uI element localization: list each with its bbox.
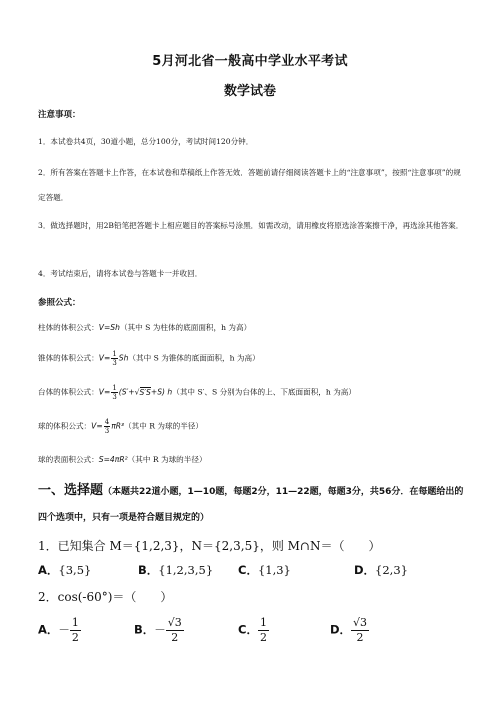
- option-text: {3,5}: [58, 563, 92, 577]
- formula-sphere-note: （其中 R 为球的半径）: [124, 421, 203, 431]
- formula-sphere-surface: [38, 454, 207, 465]
- formula-cone-note: （其中 S 为锥体的底面面积，h 为高）: [128, 353, 260, 363]
- option-label: B．: [138, 563, 159, 577]
- option-label: A．: [38, 563, 59, 577]
- option-fraction: [166, 616, 184, 645]
- q1-option-d: [354, 562, 408, 578]
- option-text: {2,3}: [375, 563, 408, 577]
- fraction-denominator: 3: [104, 427, 110, 435]
- q2-option-a: [38, 616, 81, 645]
- exam-subtitle: 数学试卷: [223, 84, 276, 99]
- formula-frustum-volume: [38, 384, 356, 401]
- formula-surface-note: （其中 R 为球的半径）: [127, 455, 207, 464]
- formula-sphere-volume: [38, 418, 203, 435]
- fraction-numerator: 1: [71, 616, 79, 629]
- formula-prism-volume: [38, 322, 251, 333]
- part-one-note: （本题共22道小题，1—10题，每题2分，11—22题，每题3分，共56分．在每题给出的四个选项中，只有一项是符合题目规定的）: [38, 487, 464, 523]
- formula-frustum-note: （其中 S′、S 分别为台体的上、下底面面积，h 为高）: [172, 387, 356, 397]
- fraction-denominator: 2: [171, 631, 179, 644]
- fraction-numerator: 1: [112, 384, 117, 392]
- option-label: C．: [238, 622, 258, 637]
- option-label: A．: [38, 622, 59, 637]
- fraction-denominator: 2: [356, 631, 364, 644]
- formula-cone-lhs: V=: [98, 353, 111, 363]
- option-label: D．: [354, 563, 376, 577]
- formula-frustum-tail: +S) h: [150, 387, 173, 397]
- formula-sphere-rhs: πR³: [111, 421, 125, 431]
- fraction-numerator: 1: [112, 350, 117, 358]
- part-one-title: 一、选择题: [38, 483, 104, 498]
- fraction-numerator: 4: [104, 418, 110, 426]
- option-fraction: [70, 616, 81, 645]
- fraction-denominator: 2: [259, 631, 267, 644]
- formulas-heading: 参照公式：: [38, 298, 81, 308]
- fraction-denominator: 3: [112, 359, 117, 367]
- formula-frustum-prefix: 台体的体积公式：: [38, 387, 99, 397]
- formula-frustum-paren-open: (S′+: [118, 387, 135, 397]
- formula-cone-fraction: [111, 350, 117, 367]
- fraction-denominator: 2: [71, 631, 79, 644]
- notice-item-1: 1．本试卷共4页，30道小题，总分100分，考试时间120分钟．: [38, 137, 254, 146]
- option-label: C．: [238, 563, 258, 577]
- formula-surface-prefix: 球的表面积公式：: [38, 455, 99, 464]
- fraction-numerator: √3: [353, 616, 368, 629]
- formula-sphere-lhs: V=: [91, 421, 103, 431]
- formula-prism-prefix: 柱体的体积公式：: [38, 323, 99, 332]
- option-sign: －: [154, 622, 166, 637]
- formula-sphere-prefix: 球的体积公式：: [38, 421, 92, 431]
- formula-cone-rhs: Sh: [118, 353, 129, 363]
- q1-option-b: [138, 562, 213, 578]
- q2-option-b: [134, 616, 184, 645]
- formula-prism-note: （其中 S 为柱体的底面面积，h 为高）: [119, 323, 252, 332]
- question-1-stem: 1．已知集合 M＝{1,2,3}，N＝{2,3,5}，则 M∩N＝（ ）: [38, 539, 381, 553]
- fraction-numerator: √3: [167, 616, 182, 629]
- notice-heading: 注意事项：: [38, 110, 81, 120]
- exam-title: 5月河北省一般高中学业水平考试: [152, 54, 348, 69]
- formula-frustum-lhs: V=: [98, 387, 111, 397]
- fraction-denominator: 3: [112, 393, 117, 401]
- option-text: {1,2,3,5}: [158, 563, 214, 577]
- formula-frustum-fraction: [111, 384, 117, 401]
- formula-cone-prefix: 锥体的体积公式：: [38, 353, 99, 363]
- q2-option-d: [330, 616, 369, 645]
- option-sign: －: [58, 622, 70, 637]
- notice-item-2: 2．所有答案在答题卡上作答，在本试卷和草稿纸上作答无效．答题前请仔细阅读答题卡上的“注意事项”，按照“注意事项”的规定答题．: [38, 168, 461, 202]
- formula-surface-expression: S=4πR²: [98, 455, 128, 464]
- q1-option-a: [38, 562, 91, 578]
- option-fraction: [351, 616, 369, 645]
- formula-prism-expression: V=Sh: [98, 323, 120, 332]
- q1-option-c: [238, 562, 291, 578]
- q2-option-c: [238, 616, 269, 645]
- formula-cone-volume: [38, 350, 260, 367]
- notice-item-3: 3．做选择题时，用2B铅笔把答题卡上相应题目的答案标号涂黑．如需改动，请用橡皮将原选涂答案擦干净，再选涂其他答案．: [38, 221, 464, 230]
- formula-frustum-sqrt: S′S: [139, 387, 151, 397]
- part-one-heading: [38, 478, 468, 531]
- notice-item-4: 4．考试结束后，请将本试卷与答题卡一并收回．: [38, 269, 203, 278]
- question-2-stem: 2．cos(-60°)＝（ ）: [38, 590, 173, 604]
- sqrt-icon: √: [134, 387, 140, 397]
- formula-sphere-fraction: [104, 418, 110, 435]
- option-text: {1,3}: [257, 563, 291, 577]
- option-label: D．: [330, 622, 352, 637]
- option-label: B．: [134, 622, 155, 637]
- fraction-numerator: 1: [259, 616, 267, 629]
- option-fraction: [258, 616, 269, 645]
